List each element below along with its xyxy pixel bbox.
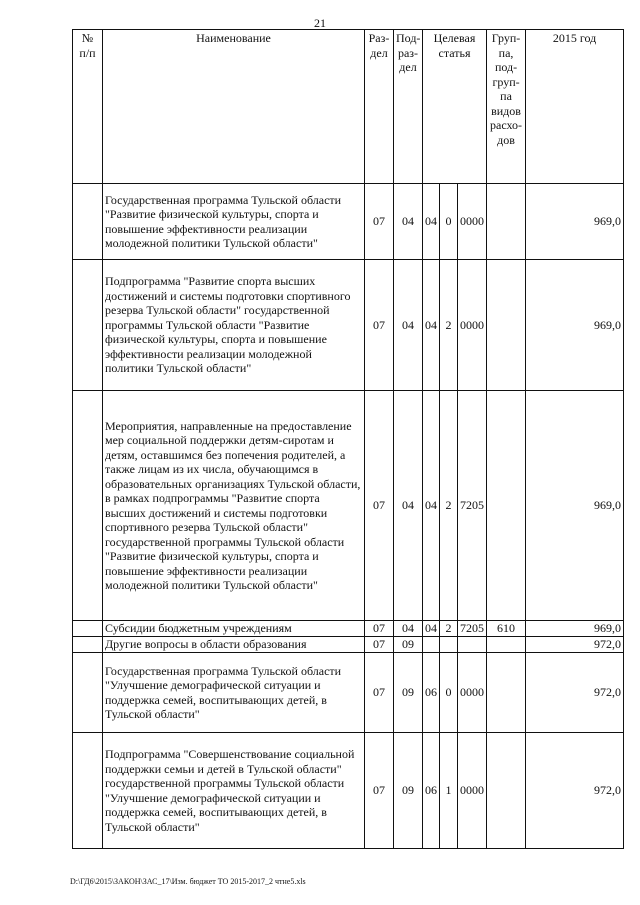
- row-podrazdel: 04: [394, 391, 423, 621]
- row-amount: 969,0: [526, 260, 624, 391]
- row-cs2: 1: [440, 733, 458, 849]
- row-amount: 972,0: [526, 653, 624, 733]
- table-row: [73, 260, 624, 391]
- row-num: [73, 391, 103, 621]
- header-gruppa: Груп- па, под- груп- па видов расхо- дов: [487, 30, 526, 184]
- row-gruppa: [487, 184, 526, 260]
- row-cs1: [423, 637, 440, 653]
- row-num: [73, 733, 103, 849]
- row-amount: 969,0: [526, 391, 624, 621]
- header-year: 2015 год: [526, 30, 624, 184]
- row-cs2: 2: [440, 621, 458, 637]
- row-razdel: 07: [365, 733, 394, 849]
- row-cs3: 0000: [458, 184, 487, 260]
- header-celevaya-statya: Целевая статья: [423, 30, 487, 184]
- row-cs2: 0: [440, 653, 458, 733]
- row-num: [73, 260, 103, 391]
- row-razdel: 07: [365, 391, 394, 621]
- header-num: № п/п: [73, 30, 103, 184]
- header-razdel: Раз- дел: [365, 30, 394, 184]
- row-cs3: [458, 637, 487, 653]
- row-podrazdel: 09: [394, 733, 423, 849]
- row-razdel: 07: [365, 184, 394, 260]
- row-cs1: 04: [423, 184, 440, 260]
- row-amount: 969,0: [526, 621, 624, 637]
- row-podrazdel: 04: [394, 184, 423, 260]
- row-name: Другие вопросы в области образования: [103, 637, 365, 653]
- header-name: Наименование: [103, 30, 365, 184]
- row-amount: 972,0: [526, 637, 624, 653]
- row-cs2: 0: [440, 184, 458, 260]
- row-razdel: 07: [365, 653, 394, 733]
- row-cs2: 2: [440, 391, 458, 621]
- table-row: [73, 621, 624, 637]
- row-gruppa: [487, 637, 526, 653]
- row-razdel: 07: [365, 260, 394, 391]
- row-cs3: 0000: [458, 653, 487, 733]
- table-row: [73, 184, 624, 260]
- header-row: [73, 30, 624, 184]
- row-amount: 972,0: [526, 733, 624, 849]
- row-cs1: 04: [423, 621, 440, 637]
- row-cs1: 06: [423, 733, 440, 849]
- table-row: [73, 653, 624, 733]
- row-name: Государственная программа Тульской области "Улучшение демографической ситуации и поддержка семей, воспитывающих детей, в Тульской области": [103, 653, 365, 733]
- row-gruppa: [487, 653, 526, 733]
- row-podrazdel: 09: [394, 637, 423, 653]
- row-name: Подпрограмма "Совершенствование социальной поддержки семьи и детей в Тульской области" государственной программы Тульской области "Улучшение демографической ситуации и поддержка семей, воспитывающих детей, в Тульской области": [103, 733, 365, 849]
- row-gruppa: [487, 733, 526, 849]
- row-podrazdel: 04: [394, 621, 423, 637]
- row-gruppa: [487, 391, 526, 621]
- row-cs3: 0000: [458, 733, 487, 849]
- row-podrazdel: 04: [394, 260, 423, 391]
- row-name: Подпрограмма "Развитие спорта высших достижений и системы подготовки спортивного резерва Тульской области" государственной программы Тульской области "Развитие физической культуры, спорта и повышение эффективности реализации молодежной политики Тульской области": [103, 260, 365, 391]
- row-num: [73, 637, 103, 653]
- row-name: Субсидии бюджетным учреждениям: [103, 621, 365, 637]
- row-cs3: 0000: [458, 260, 487, 391]
- page-number: 21: [314, 16, 326, 30]
- table-row: [73, 391, 624, 621]
- row-podrazdel: 09: [394, 653, 423, 733]
- row-name: Государственная программа Тульской области "Развитие физической культуры, спорта и повышение эффективности реализации молодежной политики Тульской области": [103, 184, 365, 260]
- row-razdel: 07: [365, 637, 394, 653]
- table-row: [73, 637, 624, 653]
- row-cs2: [440, 637, 458, 653]
- row-num: [73, 621, 103, 637]
- table-row: [73, 733, 624, 849]
- file-path-footer: D:\ГД6\2015\ЗАКОН\ЗАС_17\Изм. бюджет ТО 2015-2017_2 чтне5.xls: [70, 877, 306, 886]
- row-name: Мероприятия, направленные на предоставление мер социальной поддержки детям-сиротам и детям, оставшимся без попечения родителей, а также лицам из их числа, обучающимся в образовательных организациях Тульской области, в рамках подпрограммы "Развитие спорта высших достижений и системы подготовки спортивного резерва Тульской области" государственной программы Тульской области "Развитие физической культуры, спорта и повышение эффективности реализации молодежной политики Тульской области": [103, 391, 365, 621]
- row-cs1: 04: [423, 391, 440, 621]
- row-cs1: 04: [423, 260, 440, 391]
- row-num: [73, 653, 103, 733]
- row-gruppa: [487, 260, 526, 391]
- budget-table: [72, 29, 624, 849]
- header-podrazdel: Под- раз- дел: [394, 30, 423, 184]
- row-amount: 969,0: [526, 184, 624, 260]
- row-cs1: 06: [423, 653, 440, 733]
- row-gruppa: 610: [487, 621, 526, 637]
- row-num: [73, 184, 103, 260]
- row-cs3: 7205: [458, 621, 487, 637]
- row-cs2: 2: [440, 260, 458, 391]
- row-razdel: 07: [365, 621, 394, 637]
- row-cs3: 7205: [458, 391, 487, 621]
